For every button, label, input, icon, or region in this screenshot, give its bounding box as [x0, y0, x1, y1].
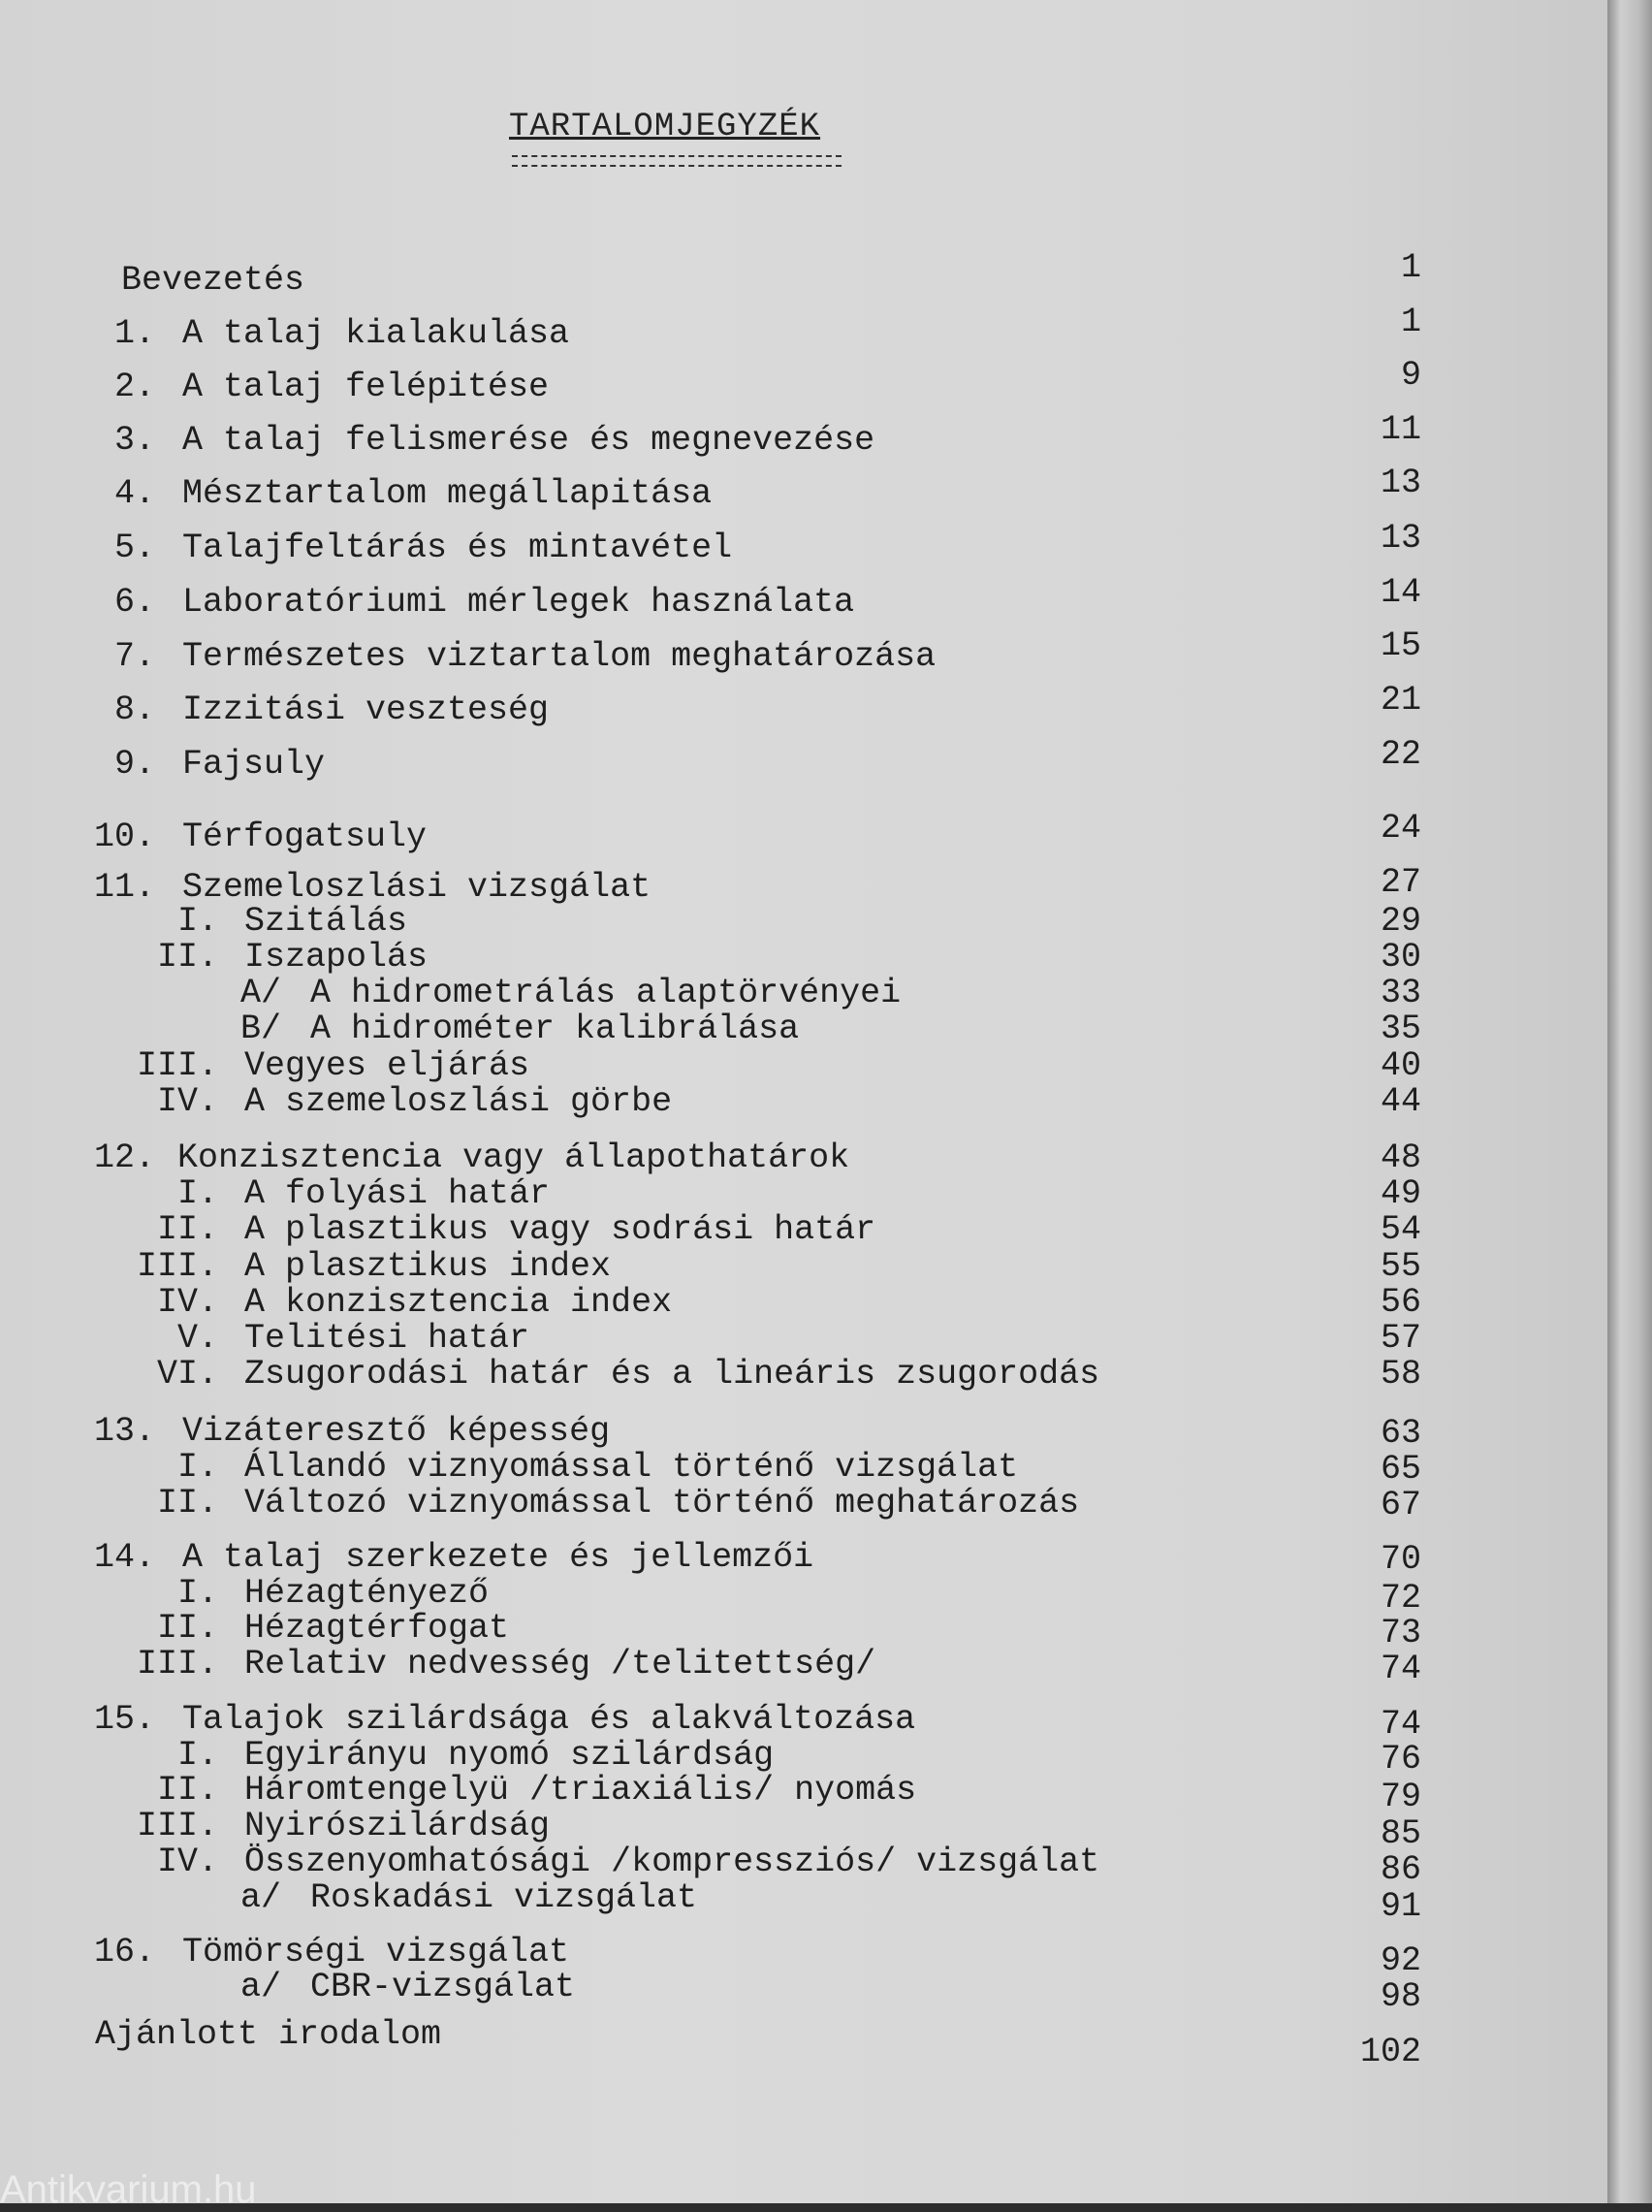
toc-entry-label: A hidrometrálás alaptörvényei	[310, 974, 902, 1012]
toc-entry-label: Iszapolás	[244, 938, 429, 977]
toc-entry-number: I.	[176, 1574, 218, 1613]
toc-entry-page: 15	[1380, 626, 1421, 665]
toc-entry-number: B/	[239, 1010, 281, 1048]
toc-entry-number: 10.	[93, 817, 155, 856]
toc-entry-number: II.	[156, 1609, 218, 1648]
toc-entry-number: I.	[176, 1736, 218, 1775]
toc-entry-page: 67	[1380, 1486, 1421, 1524]
toc-entry-number: A/	[239, 974, 281, 1012]
toc-entry-number: 5.	[113, 529, 155, 567]
toc-entry-number: I.	[176, 902, 218, 941]
toc-entry-label: A talaj szerkezete és jellemzői	[182, 1538, 814, 1577]
toc-entry-page: 79	[1380, 1778, 1421, 1816]
toc-entry-label: Természetes viztartalom meghatározása	[182, 637, 937, 676]
toc-entry-number: a/	[239, 1878, 281, 1917]
toc-entry-label: Egyirányu nyomó szilárdság	[244, 1736, 775, 1775]
title-double-underline	[512, 155, 842, 167]
toc-entry-number: 15.	[93, 1700, 155, 1739]
toc-entry-number: IV.	[156, 1843, 218, 1881]
toc-entry-page: 21	[1380, 681, 1421, 720]
toc-entry-page: 27	[1380, 863, 1421, 902]
toc-entry-label: Tömörségi vizsgálat	[182, 1933, 570, 1972]
toc-entry-number: 6.	[113, 583, 155, 622]
toc-entry-page: 35	[1380, 1010, 1421, 1048]
toc-entry-page: 72	[1380, 1579, 1421, 1618]
toc-entry-number: 14.	[93, 1538, 155, 1577]
toc-entry-page: 58	[1380, 1355, 1421, 1394]
toc-entry-label: Hézagtérfogat	[244, 1609, 510, 1648]
toc-entry-number: II.	[156, 938, 218, 977]
toc-entry-label: Szemeloszlási vizsgálat	[182, 868, 651, 907]
watermark: Antikvarium.hu	[0, 2168, 257, 2211]
toc-entry-label: Telitési határ	[244, 1319, 530, 1358]
toc-entry-page: 74	[1380, 1705, 1421, 1744]
toc-entry-page: 73	[1380, 1614, 1421, 1652]
toc-entry-number: II.	[156, 1210, 218, 1249]
toc-entry-label: A talaj felépitése	[182, 368, 550, 406]
toc-entry-number: 3.	[113, 421, 155, 460]
toc-entry-label: Relativ nedvesség /telitettség/	[244, 1645, 876, 1683]
toc-entry-page: 13	[1380, 519, 1421, 558]
toc-entry-number: a/	[239, 1968, 281, 2006]
toc-entry-label: Zsugorodási határ és a lineáris zsugorodás	[244, 1355, 1100, 1394]
toc-entry-label: Laboratóriumi mérlegek használata	[182, 583, 855, 622]
toc-entry-page: 1	[1400, 303, 1421, 341]
toc-entry-number: 12.	[93, 1138, 155, 1177]
toc-entry-label: Mésztartalom megállapitása	[182, 474, 713, 513]
toc-entry-label: Összenyomhatósági /kompressziós/ vizsgálat	[244, 1843, 1100, 1881]
toc-entry-label: A talaj kialakulása	[182, 314, 570, 353]
page-edge	[1607, 0, 1652, 2203]
toc-entry-label: A folyási határ	[244, 1174, 551, 1213]
toc-entry-page: 56	[1380, 1283, 1421, 1322]
toc-entry-page: 63	[1380, 1414, 1421, 1453]
toc-entry-page: 24	[1380, 809, 1421, 848]
toc-entry-page: 86	[1380, 1850, 1421, 1889]
toc-entry-label: Hézagtényező	[244, 1574, 490, 1613]
toc-entry-page: 11	[1380, 410, 1421, 449]
toc-entry-number: III.	[136, 1247, 218, 1286]
toc-entry-number: 16.	[93, 1933, 155, 1972]
toc-entry-number: 13.	[93, 1412, 155, 1451]
toc-entry-label: Vizáteresztő képesség	[182, 1412, 611, 1451]
toc-entry-label: A plasztikus index	[244, 1247, 612, 1286]
toc-entry-page: 85	[1380, 1814, 1421, 1853]
toc-entry-label: A hidrométer kalibrálása	[310, 1010, 800, 1048]
toc-entry-number: 2.	[113, 368, 155, 406]
toc-entry-label: A plasztikus vagy sodrási határ	[244, 1210, 876, 1249]
toc-entry-number: I.	[176, 1448, 218, 1487]
toc-entry-number: IV.	[156, 1283, 218, 1322]
toc-entry-number: IV.	[156, 1082, 218, 1121]
toc-entry-label: Vegyes eljárás	[244, 1046, 530, 1085]
toc-entry-page: 57	[1380, 1319, 1421, 1358]
toc-entry-label: Talajfeltárás és mintavétel	[182, 529, 733, 567]
toc-entry-label: Szitálás	[244, 902, 408, 941]
toc-entry-number: 11.	[93, 868, 155, 907]
toc-entry-label: Izzitási veszteség	[182, 690, 550, 729]
toc-entry-page: 29	[1380, 902, 1421, 941]
toc-entry-page: 33	[1380, 974, 1421, 1012]
toc-entry-page: 49	[1380, 1174, 1421, 1213]
toc-entry-number: 7.	[113, 637, 155, 676]
toc-entry-page: 13	[1380, 464, 1421, 502]
toc-entry-number: VI.	[156, 1355, 218, 1394]
toc-entry-page: 9	[1400, 356, 1421, 395]
toc-entry-page: 48	[1380, 1138, 1421, 1177]
toc-entry-label: Talajok szilárdsága és alakváltozása	[182, 1700, 916, 1739]
toc-entry-number: III.	[136, 1046, 218, 1085]
toc-entry-number: III.	[136, 1807, 218, 1845]
toc-entry-label: CBR-vizsgálat	[310, 1968, 576, 2006]
toc-entry-label: Háromtengelyü /triaxiális/ nyomás	[244, 1771, 917, 1810]
toc-entry-page: 74	[1380, 1650, 1421, 1688]
toc-entry-label: Változó viznyomással történő meghatározás	[244, 1484, 1080, 1523]
toc-entry-number: II.	[156, 1771, 218, 1810]
toc-entry-label: A szemeloszlási görbe	[244, 1082, 673, 1121]
toc-entry-number: 9.	[113, 745, 155, 784]
toc-entry-label: Állandó viznyomással történő vizsgálat	[244, 1448, 1019, 1487]
toc-entry-page: 55	[1380, 1247, 1421, 1286]
toc-entry-page: 44	[1380, 1082, 1421, 1121]
toc-entry-page: 98	[1380, 1977, 1421, 2016]
toc-entry-label: A talaj felismerése és megnevezése	[182, 421, 875, 460]
toc-entry-page: 22	[1380, 735, 1421, 774]
toc-entry-label: Bevezetés	[121, 261, 305, 300]
toc-entry-label: Fajsuly	[182, 745, 326, 784]
toc-entry-page: 1	[1400, 248, 1421, 287]
toc-entry-page: 14	[1380, 573, 1421, 612]
toc-title: TARTALOMJEGYZÉK	[509, 109, 821, 145]
toc-entry-page: 91	[1380, 1887, 1421, 1926]
toc-entry-page: 30	[1380, 938, 1421, 977]
toc-entry-label: A konzisztencia index	[244, 1283, 673, 1322]
toc-entry-number: 4.	[113, 474, 155, 513]
toc-entry-label: Konzisztencia vagy állapothatárok	[177, 1138, 850, 1177]
toc-entry-number: III.	[136, 1645, 218, 1683]
toc-entry-label: Roskadási vizsgálat	[310, 1878, 698, 1917]
toc-entry-number: 8.	[113, 690, 155, 729]
toc-entry-number: I.	[176, 1174, 218, 1213]
toc-entry-label: Nyirószilárdság	[244, 1807, 551, 1845]
toc-entry-number: II.	[156, 1484, 218, 1523]
toc-entry-page: 54	[1380, 1210, 1421, 1249]
toc-entry-page: 102	[1359, 2033, 1421, 2071]
toc-entry-page: 40	[1380, 1046, 1421, 1085]
toc-entry-page: 65	[1380, 1450, 1421, 1489]
toc-entry-number: V.	[176, 1319, 218, 1358]
toc-entry-label: Térfogatsuly	[182, 817, 428, 856]
toc-entry-page: 70	[1380, 1540, 1421, 1579]
toc-entry-label: Ajánlott irodalom	[95, 2015, 442, 2054]
toc-entry-page: 76	[1380, 1740, 1421, 1779]
toc-entry-number: 1.	[113, 314, 155, 353]
toc-entry-page: 92	[1380, 1941, 1421, 1980]
